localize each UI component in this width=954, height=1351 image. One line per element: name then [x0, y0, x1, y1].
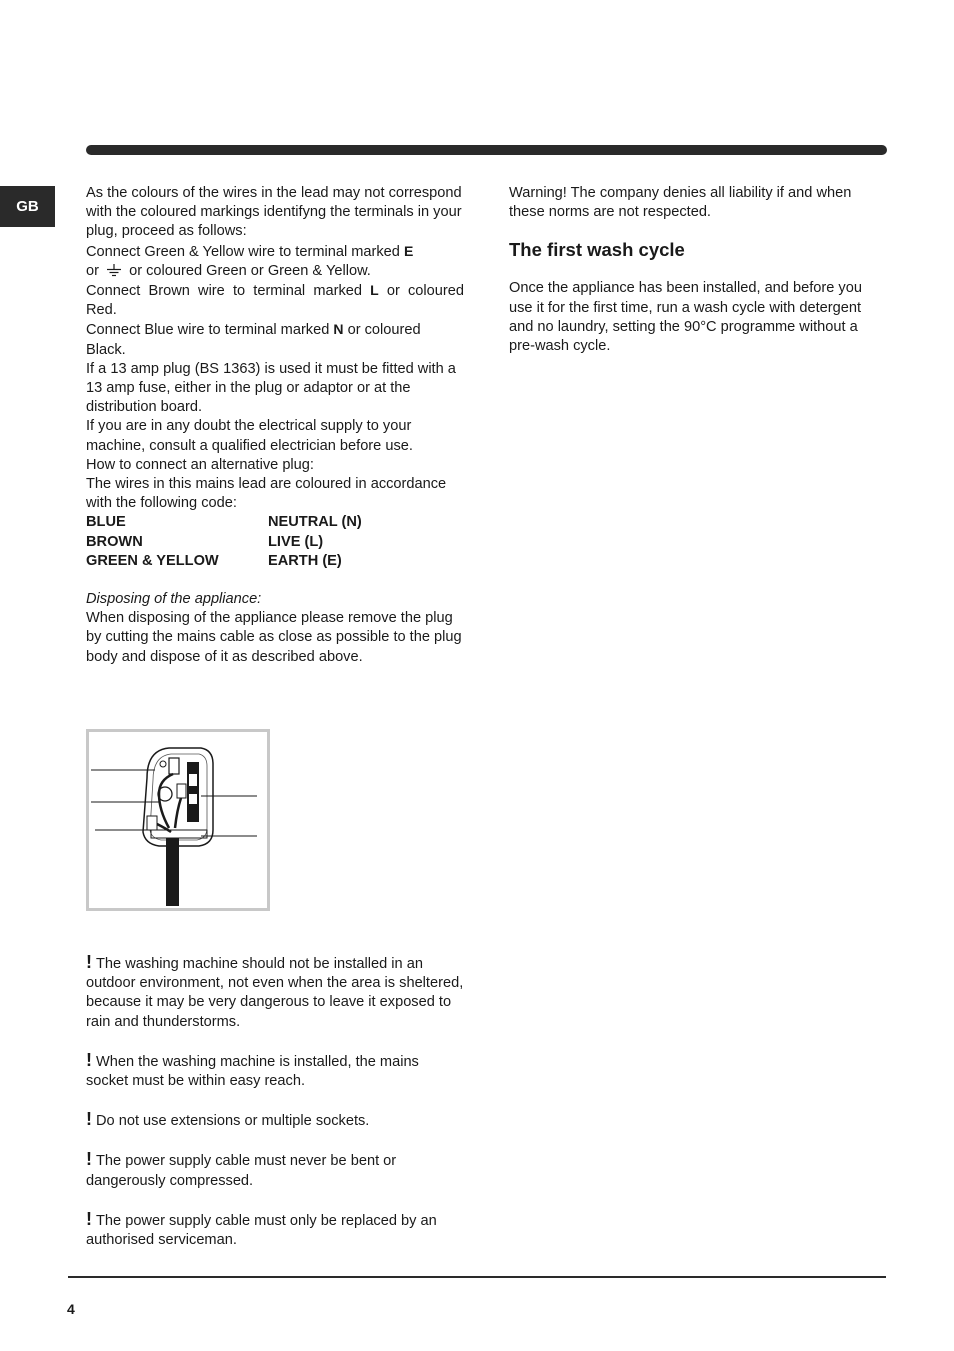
green-yellow-instruction: [86, 242, 464, 281]
intro-text: As the colours of the wires in the lead may not correspond with the coloured markings identifyng the terminals in your plug, proceed as follows:: [86, 185, 462, 240]
wire-colour: BROWN: [86, 533, 143, 550]
green-yellow-prefix: Connect Green & Yellow wire to terminal marked: [86, 243, 400, 260]
plug-wiring-diagram: [86, 729, 270, 911]
or-word: or: [86, 262, 99, 279]
warning-mark: !: [86, 1049, 92, 1070]
plug-diagram-svg: [89, 732, 267, 908]
warning-text: The washing machine should not be installed in an outdoor environment, not even when the area is sheltered, because it may be very dangerous to leave it exposed to rain and thunderstorms.: [86, 956, 464, 1030]
right-column: [509, 184, 883, 356]
brown-prefix: Connect Brown wire to terminal marked: [86, 283, 362, 300]
brown-instruction: [86, 281, 464, 320]
warning-text: When the washing machine is installed, the mains socket must be within easy reach.: [86, 1053, 419, 1090]
green-yellow-suffix: or coloured Green or Green & Yellow.: [129, 262, 371, 279]
howto-text: How to connect an alternative plug:: [86, 456, 314, 473]
wire-colour: BLUE: [86, 514, 126, 531]
disposing-heading: Disposing of the appliance:: [86, 591, 262, 608]
warning-mark: !: [86, 952, 92, 972]
blue-instruction: [86, 320, 464, 359]
blue-suffix: or coloured Black.: [86, 322, 421, 358]
warnings-list: [86, 953, 464, 1269]
terminal-n: N: [333, 321, 344, 338]
section-title: The first wash cycle: [509, 239, 685, 261]
left-column: [86, 184, 464, 667]
wire-terminal: LIVE (L): [268, 533, 324, 550]
language-tab: [0, 186, 55, 227]
fuse-text-2: 13 amp fuse, either in the plug or adaptor or at the distribution board.: [86, 380, 411, 416]
warning-mark: !: [86, 1109, 92, 1130]
earth-icon: [106, 264, 122, 277]
code-intro-text: The wires in this mains lead are coloured in accordance with the following code:: [86, 476, 447, 512]
bottom-rule: [68, 1276, 886, 1278]
wire-terminal: EARTH (E): [268, 552, 342, 569]
brown-suffix: or coloured Red.: [86, 283, 464, 319]
warning-mark: !: [86, 1208, 92, 1229]
wire-code-row: [86, 533, 362, 552]
warning-text: The power supply cable must only be replaced by an authorised serviceman.: [86, 1212, 437, 1249]
warning-item: [86, 953, 464, 1032]
fuse-text-1: If a 13 amp plug (BS 1363) is used it must be fitted with a: [86, 360, 456, 377]
warning-item: [86, 1110, 464, 1131]
terminal-e: E: [403, 242, 414, 259]
warning-mark: !: [86, 1149, 92, 1170]
warning-item: [86, 1051, 464, 1091]
warning-item: [86, 1210, 464, 1250]
warning-text: The power supply cable must never be bent or dangerously compressed.: [86, 1153, 397, 1189]
wire-code-table: [86, 513, 362, 571]
disposing-text: When disposing of the appliance please remove the plug by cutting the mains cable as close as possible to the plug body and dispose of it as described above.: [86, 610, 462, 665]
wire-code-row: [86, 552, 362, 571]
blue-prefix: Connect Blue wire to terminal marked: [86, 322, 330, 339]
warning-item: [86, 1150, 464, 1190]
wire-terminal: NEUTRAL (N): [268, 514, 362, 531]
top-rule: [86, 145, 887, 155]
warning-text: Do not use extensions or multiple sockets.: [96, 1113, 370, 1130]
terminal-l: L: [370, 282, 379, 299]
page-number: 4: [67, 1301, 75, 1317]
first-wash-text: Once the appliance has been installed, and before you use it for the first time, run a wash cycle with detergent and no laundry, setting the 90°C programme without a pre-wash cycle.: [509, 280, 862, 355]
language-tab-label: GB: [16, 198, 39, 215]
wire-colour: GREEN & YELLOW: [86, 552, 219, 569]
wire-code-row: [86, 513, 362, 532]
doubt-text: If you are in any doubt the electrical supply to your machine, consult a qualified electrician before use.: [86, 418, 413, 454]
liability-warning: Warning! The company denies all liability if and when these norms are not respected.: [509, 185, 852, 221]
